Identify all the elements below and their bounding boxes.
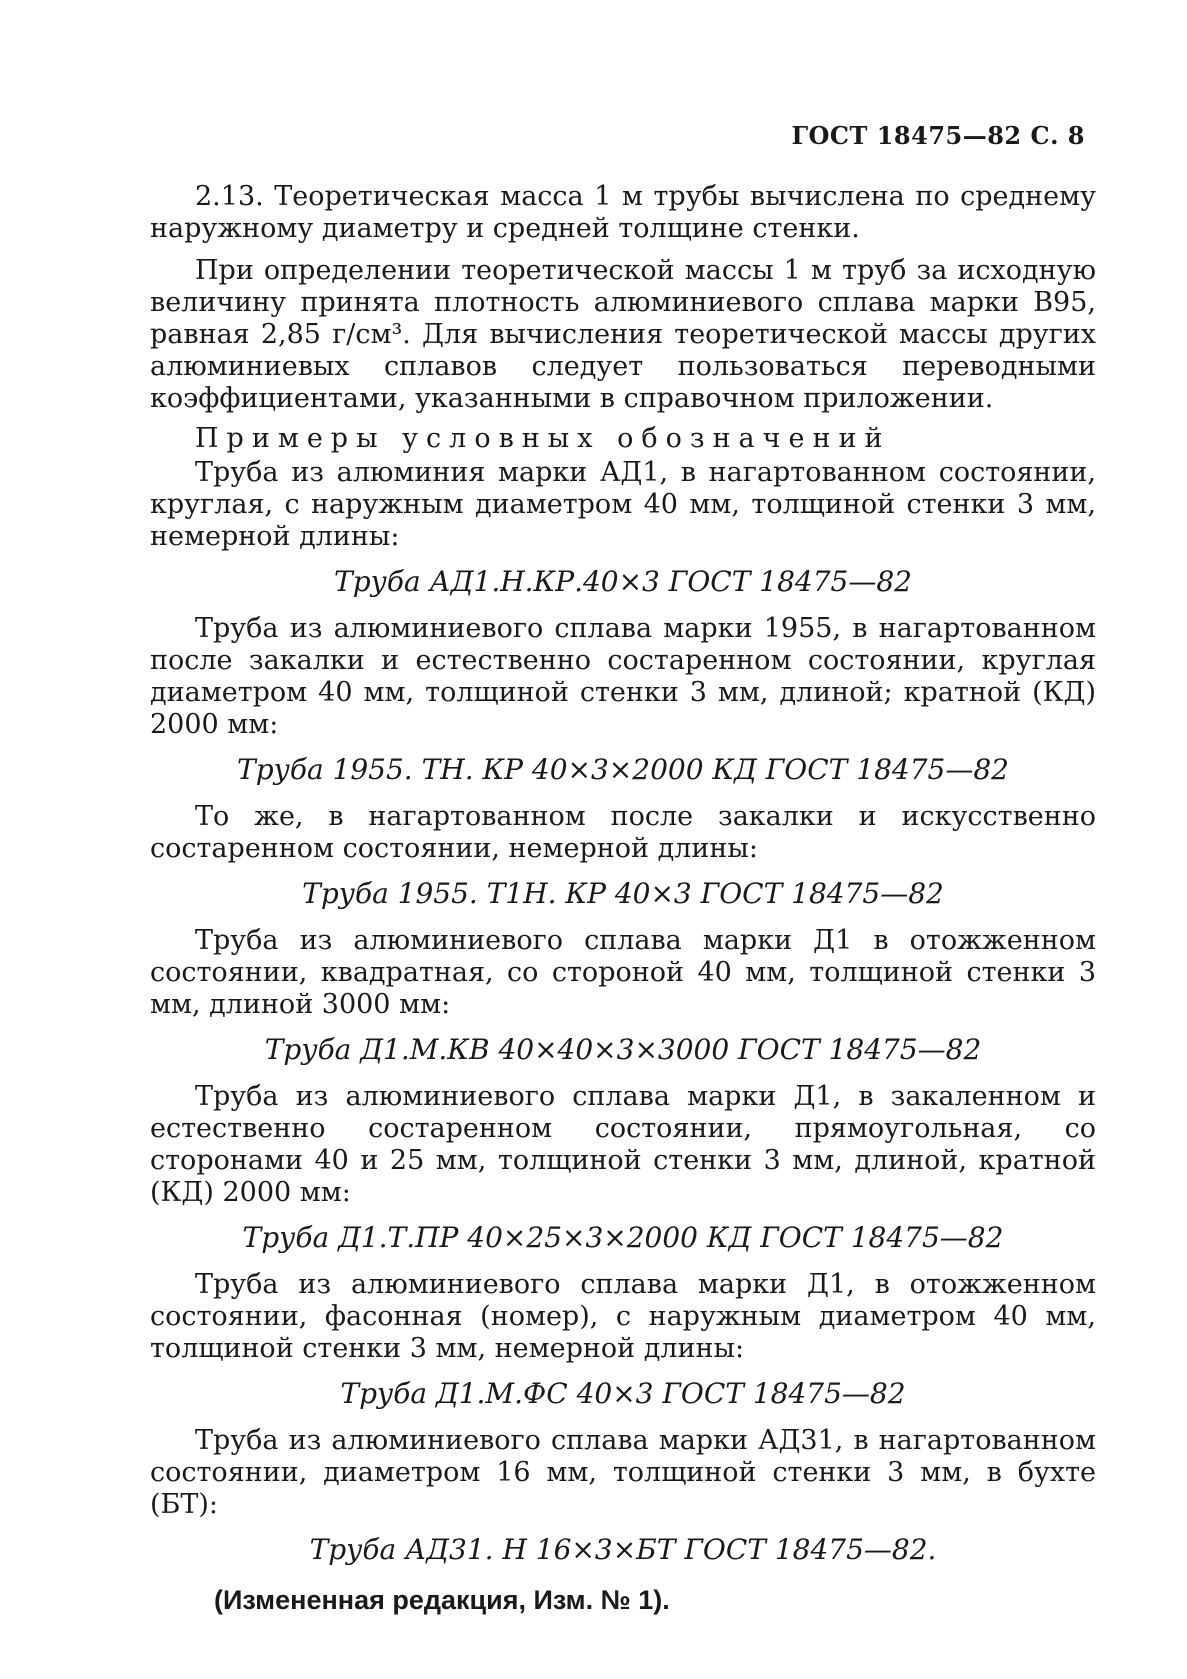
- example-text-1: Труба из алюминия марки АД1, в нагартованном состоянии, круглая, с наружным диаметром 40 мм, толщиной стенки 3 мм, немерной длины:: [150, 457, 1096, 552]
- example-designation-4: Труба Д1.М.КВ 40×40×3×3000 ГОСТ 18475—82: [264, 1033, 982, 1066]
- example-designation-3: Труба 1955. Т1Н. КР 40×3 ГОСТ 18475—82: [302, 877, 944, 910]
- document-body: [150, 181, 1096, 1616]
- example-text-3: То же, в нагартованном после закалки и искусственно состаренном состоянии, немерной длины:: [150, 801, 1096, 864]
- example-designation-1: Труба АД1.Н.КР.40×3 ГОСТ 18475—82: [334, 565, 912, 598]
- example-text-2: Труба из алюминиевого сплава марки 1955, в нагартованном после закалки и естественно состаренном состоянии, круглая диаметром 40 мм, толщиной стенки 3 мм, длиной; кратной (КД) 2000 мм:: [150, 613, 1096, 740]
- example-designation-6: Труба Д1.М.ФС 40×3 ГОСТ 18475—82: [340, 1377, 906, 1410]
- example-text-6: Труба из алюминиевого сплава марки Д1, в отожженном состоянии, фасонная (номер), с наружным диаметром 40 мм, толщиной стенки 3 мм, немерной длины:: [150, 1269, 1096, 1364]
- example-designation-5: Труба Д1.Т.ПР 40×25×3×2000 КД ГОСТ 18475—82: [242, 1221, 1004, 1254]
- clause-2-13-paragraph: 2.13. Теоретическая масса 1 м трубы вычислена по среднему наружному диаметру и средней толщине стенки.: [150, 181, 1096, 244]
- example-designation-7: Труба АД31. Н 16×3×БТ ГОСТ 18475—82.: [309, 1533, 937, 1566]
- example-text-5: Труба из алюминиевого сплава марки Д1, в закаленном и естественно состаренном состоянии, прямоугольная, со сторонами 40 и 25 мм, толщиной стенки 3 мм, длиной, кратной (КД) 2000 мм:: [150, 1081, 1096, 1208]
- example-text-4: Труба из алюминиевого сплава марки Д1 в отожженном состоянии, квадратная, со стороной 40 мм, толщиной стенки 3 мм, длиной 3000 мм:: [150, 925, 1096, 1020]
- density-paragraph: При определении теоретической массы 1 м труб за исходную величину принята плотность алюминиевого сплава марки В95, равная 2,85 г/см³. Для вычисления теоретической массы других алюминиевых сплавов следует пользоваться переводными коэффициентами, указанными в справочном приложении.: [150, 255, 1096, 414]
- example-designation-2: Труба 1955. ТН. КР 40×3×2000 КД ГОСТ 18475—82: [237, 753, 1009, 786]
- examples-heading: Примеры условных обозначений: [195, 423, 891, 454]
- amendment-note: (Измененная редакция, Изм. № 1).: [214, 1585, 670, 1615]
- page-header: ГОСТ 18475—82 С. 8: [791, 121, 1085, 150]
- example-text-7: Труба из алюминиевого сплава марки АД31, в нагартованном состоянии, диаметром 16 мм, толщиной стенки 3 мм, в бухте (БТ):: [150, 1425, 1096, 1520]
